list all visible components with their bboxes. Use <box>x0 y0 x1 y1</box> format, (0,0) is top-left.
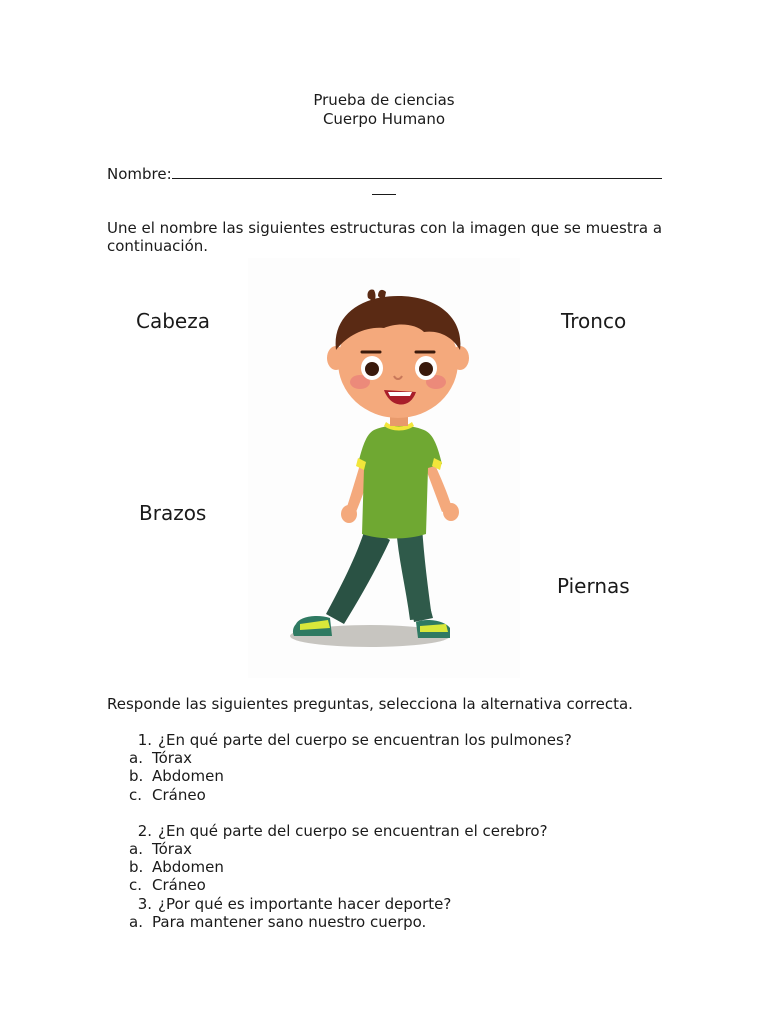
document-subtitle: Cuerpo Humano <box>322 110 446 128</box>
option-letter: a. <box>129 912 143 931</box>
label-legs: Piernas <box>557 574 630 598</box>
name-field <box>107 164 662 183</box>
question-text: ¿En qué parte del cuerpo se encuentran los pulmones? <box>158 731 572 749</box>
option-item <box>107 749 707 767</box>
question-number: 3. <box>137 894 152 913</box>
option-text: Cráneo <box>152 785 206 804</box>
option-item <box>107 913 707 931</box>
child-illustration-icon <box>248 258 520 678</box>
document-title: Prueba de ciencias <box>313 91 455 109</box>
option-item <box>107 858 707 876</box>
name-label: Nombre: <box>107 165 172 183</box>
name-blank-line-continuation <box>372 194 396 195</box>
question-3 <box>107 895 707 913</box>
question-text: ¿Por qué es importante hacer deporte? <box>158 894 452 913</box>
option-item <box>107 767 707 785</box>
matching-instruction: Une el nombre las siguientes estructuras con la imagen que se muestra a continuación. <box>107 219 663 255</box>
option-text: Tórax <box>152 749 193 768</box>
option-letter: c. <box>129 785 143 804</box>
option-item <box>107 840 707 858</box>
question-text: ¿En qué parte del cuerpo se encuentran el cerebro? <box>158 821 548 840</box>
option-item <box>107 786 707 804</box>
option-text: Abdomen <box>152 858 224 877</box>
questions-instruction: Responde las siguientes preguntas, selecciona la alternativa correcta. <box>107 695 633 713</box>
question-2 <box>107 822 707 840</box>
label-arms: Brazos <box>139 501 207 525</box>
option-letter: b. <box>129 858 144 877</box>
option-letter: b. <box>129 767 144 786</box>
child-illustration <box>248 258 520 678</box>
option-text: Cráneo <box>152 876 206 895</box>
questions-list <box>107 731 707 931</box>
question-number: 2. <box>137 821 152 840</box>
option-text: Tórax <box>152 840 193 859</box>
question-number: 1. <box>137 731 152 749</box>
option-letter: a. <box>129 840 143 859</box>
option-item <box>107 876 707 894</box>
option-text: Para mantener sano nuestro cuerpo. <box>152 912 427 931</box>
label-trunk: Tronco <box>561 309 627 333</box>
option-letter: a. <box>129 749 143 768</box>
question-1 <box>107 731 707 749</box>
option-text: Abdomen <box>152 767 224 786</box>
label-head: Cabeza <box>136 309 210 333</box>
option-letter: c. <box>129 876 143 895</box>
name-blank-line <box>172 164 662 179</box>
